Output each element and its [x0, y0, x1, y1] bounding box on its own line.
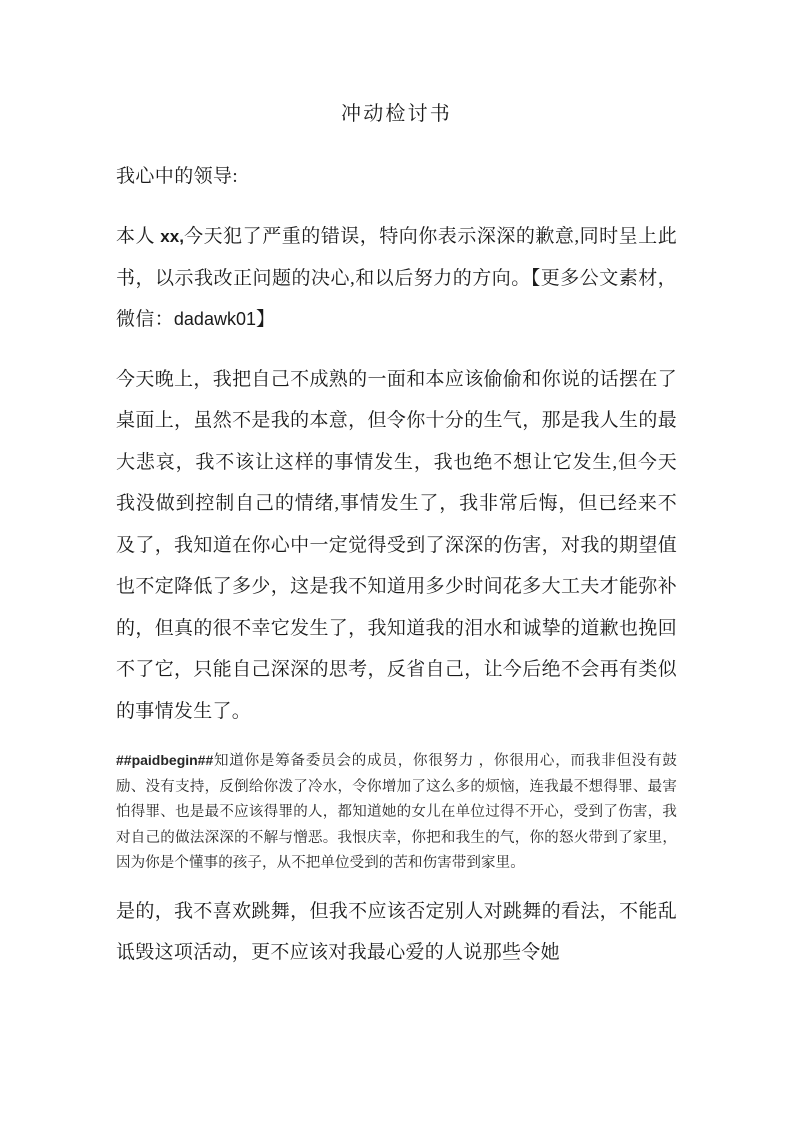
apology-text-lead: 本人 [116, 226, 161, 247]
signer-name-placeholder: xx, [160, 227, 184, 246]
wechat-id: dadawk01 [173, 309, 256, 329]
paragraph-main-body: 今天晚上，我把自己不成熟的一面和本应该偷偷和你说的话摆在了桌面上，虽然不是我的本意，但令你十分的生气，那是我人生的最大悲哀，我不该让这样的事情发生，我也绝不想让它发生,但今天我没做到控制自己的情绪,事情发生了，我非常后悔，但已经来不及了，我知道在你心中一定觉得受到了深深的伤害，对我的期望值也不定降低了多少，这是我不知道用多少时间花多大工夫才能弥补的，但真的很不幸它发生了，我知道我的泪水和诚挚的道歉也挽回不了它，只能自己深深的思考，反省自己，让今后绝不会再有类似的事情发生了。 [116, 368, 677, 722]
paid-content-marker: ##paidbegin## [116, 752, 214, 768]
paragraph-fine-print [116, 732, 677, 877]
page-title: 冲动检讨书 [341, 103, 452, 125]
paragraph-apology-opening [116, 194, 677, 341]
apology-text-close-bracket: 】 [255, 309, 276, 330]
apology-text-main: 今天犯了严重的错误，特向你表示深深的歉意,同时呈上此书，以示我改正问题的决心,和以后努力的方向。【更多公文素材，微信： [116, 226, 677, 330]
fine-print-text: 知道你是筹备委员会的成员，你很努力 ，你很用心，而我非但没有鼓励、没有支持，反倒给你泼了冷水，令你增加了这么多的烦恼，连我最不想得罪、最害怕得罪、也是最不应该得罪的人，都知道她的女儿在单位过得不开心，受到了伤害，我对自己的做法深深的不解与憎恶。我恨庆幸，你把和我生的气，你的怒火带到了家里，因为你是个懂事的孩子，从不把单位受到的苦和伤害带到家里。 [116, 753, 677, 871]
salutation-line: 我心中的领导: [116, 166, 239, 187]
paragraph-closing-body: 是的，我不喜欢跳舞，但我不应该否定别人对跳舞的看法，不能乱诋毁这项活动，更不应该对我最心爱的人说那些令她 [116, 900, 677, 963]
